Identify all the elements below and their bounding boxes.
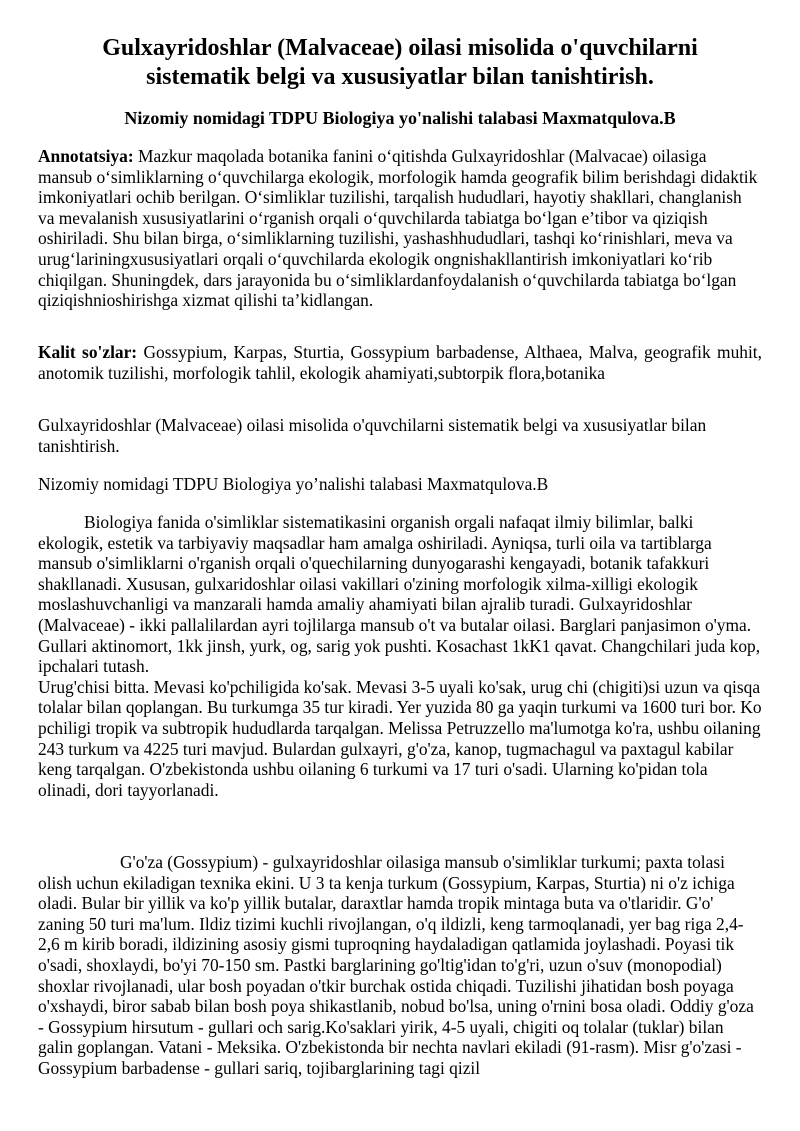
- keywords-text: Gossypium, Karpas, Sturtia, Gossypium barbadense, Althaea, Malva, geografik muhit, anotomik tuzilishi, morfologik tahlil, ekologik ahamiyati,subtorpik flora,botanika: [38, 342, 762, 383]
- author-line: Nizomiy nomidagi TDPU Biologiya yo'nalishi talabasi Maxmatqulova.B: [124, 108, 676, 128]
- body-paragraph-1: Biologiya fanida o'simliklar sistematikasini organish orgali nafaqat ilmiy bilimlar, balki ekologik, estetik va tarbiyaviy maqsadlar ham amalga oshiriladi. Ayniqsa, turli oila va tartiblarga mansub o'simliklarni o'rganish orqali o'quechilarning dunyogarashi kengayadi, botanik tafakkuri shakllanadi. Xususan, gulxaridoshlar oilasi vakillari o'zining morfologik xilma-xilligi ekologik moslashuvchanligi va manzarali hamda amaliy ahamiyati bilan ajralib turadi. Gulxayridoshlar (Malvaceae) - ikki pallalilardan ayri tojlilarga mansub o't va butalar oilasi. Barglari panjasimon o'yma. Gullari aktinomort, 1kk jinsh, yurk, og, sarig yok pushti. Kosachast 1kK1 qavat. Changchilari juda kop, ipchalari tutash. Urug'chisi bitta. Mevasi ko'pchiligida ko'sak. Mevasi 3-5 uyali ko'sak, urug chi (chigiti)si uzun va qisqa tolalar bilan qoplangan. Bu turkumga 35 tur kiradi. Yer yuzida 80 ga yaqin turkumi va 1600 turi bor. Ko pchiligi tropik va subtropik hududlarda tarqalgan. Melissa Petruzzello ma'lumotga ko'ra, ushbu oilaning 243 turkum va 4225 turi mavjud. Bulardan gulxayri, g'o'za, kanop, tugmachagul va paxtagul kabilar keng tarqalgan. O'zbekistonda ushbu oilaning 6 turkumi va 17 turi o'sadi. Ularning ko'pidan tola olinadi, dori tayyorlanadi.: [38, 512, 762, 800]
- annotation-block: [38, 146, 762, 311]
- body-paragraph-2: G'o'za (Gossypium) - gulxayridoshlar oilasiga mansub o'simliklar turkumi; paxta tolasi olish uchun ekiladigan texnika ekini. U 3 ta kenja turkum (Gossypium, Karpas, Sturtia) ni o'z ichiga oladi. Bular bir yillik va ko'p yillik butalar, daraxtlar hamda tropik mintaga buta va o'tlaridir. G'o' zaning 50 turi ma'lum. Ildiz tizimi kuchli rivojlangan, o'q ildizli, keng tarmoqlanadi, yer bag riga 2,4-2,6 m kirib boradi, ildizining asosiy gismi tuproqning haydaladigan qatlamida joylashadi. Poyasi tik o'sadi, shoxlaydi, bo'yi 70-150 sm. Pastki barglarining go'ltig'idan to'g'ri, uzun o'suv (monopodial) shoxlar rivojlanadi, ular bosh poyadan o'tkir burchak ostida chiqadi. Tuzilishi jihatidan bosh poyaga o'xshaydi, biror sabab bilan bosh poya shikastlanib, nobud bo'lsa, uning o'rnini bosa oladi. Oddiy g'oza - Gossypium hirsutum - gullari och sarig.Ko'saklari yirik, 4-5 uyali, chigiti oq tolalar (tuklar) bilan galin goplangan. Vatani - Meksika. O'zbekistonda bir nechta navlari ekiladi (91-rasm). Misr g'o'zasi - Gossypium barbadense - gullari sariq, tojibarglarining tagi qizil: [38, 852, 754, 1078]
- annotation-text: Mazkur maqolada botanika fanini o‘qitishda Gulxayridoshlar (Malvacae) oilasiga mansub o‘simliklarning o‘quvchilarga ekologik, morfologik hamda geografik bilim berishdagi didaktik imkoniyatlari ochib berilgan. O‘simliklar tuzilishi, tarqalish hududlari, hayotiy shakllari, changlanish va mevalanish xususiyatlarini o‘rganish orqali o‘quvchilarda tabiatga bo‘lgan e’tibor va qiziqish oshiriladi. Shu bilan birga, o‘simliklarning tuzilishi, yashashhududlari, tashqi ko‘rinishlari, meva va urug‘lariningxususiyatlari orqali o‘quvchilarda ekologik ongnishakllantirish imkoniyatlari ko‘rib chiqilgan. Shuningdek, dars jarayonida bu o‘simliklardanfoydalanish o‘quvchilarda tabiatga bo‘lgan qiziqishnioshirishga xizmat qilishi ta’kidlangan.: [38, 146, 758, 311]
- keywords-label: Kalit so'zlar:: [38, 342, 138, 362]
- annotation-label: Annotatsiya:: [38, 146, 134, 166]
- repeat-title: Gulxayridoshlar (Malvaceae) oilasi misolida o'quvchilarni sistematik belgi va xususiyatlar bilan tanishtirish.: [38, 415, 707, 456]
- keywords-block: [38, 342, 762, 383]
- repeat-author: Nizomiy nomidagi TDPU Biologiya yo’nalishi talabasi Maxmatqulova.B: [38, 474, 549, 494]
- document-title: Gulxayridoshlar (Malvaceae) oilasi misolida o'quvchilarni sistematik belgi va xususiyatlar bilan tanishtirish.: [102, 35, 698, 90]
